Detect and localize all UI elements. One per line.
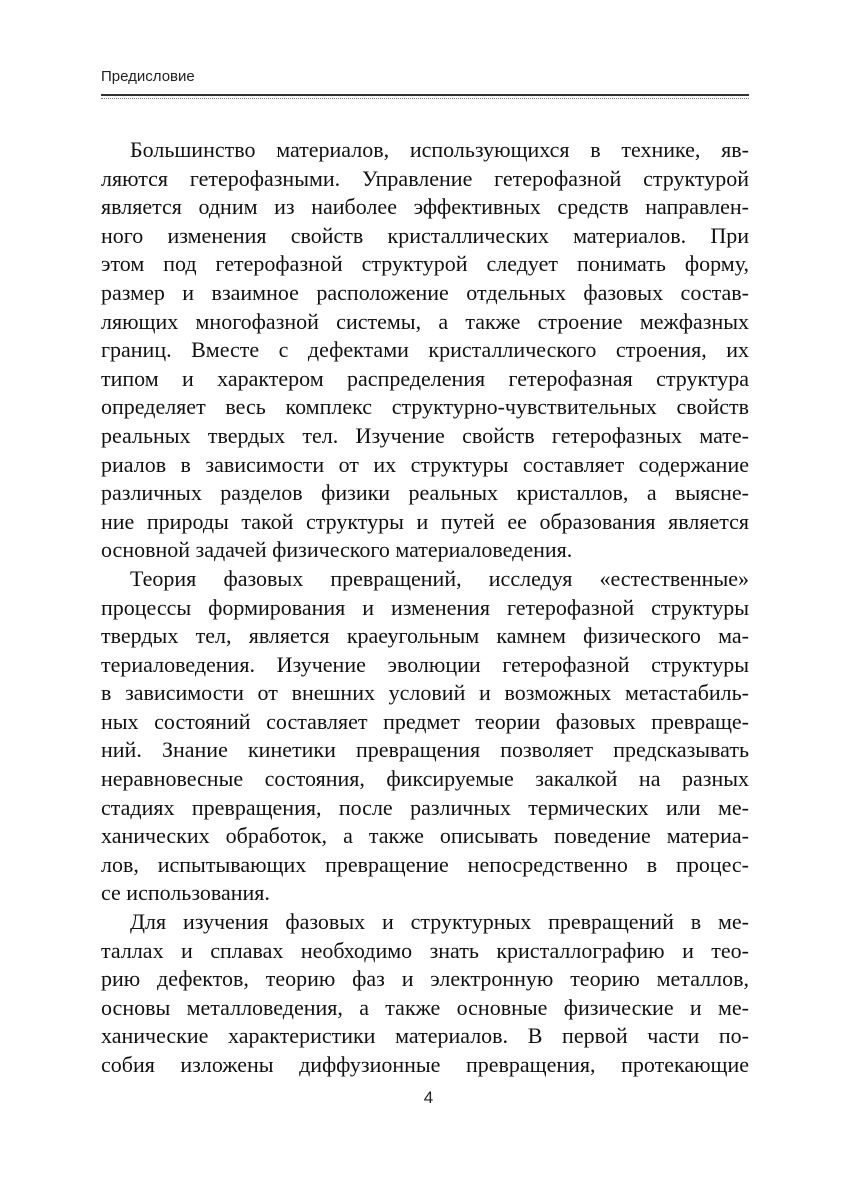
paragraph-1-line: границ. Вместе с дефектами кристаллического строения, их xyxy=(101,337,749,363)
paragraph-2-line: ний. Знание кинетики превращения позволяет предсказывать xyxy=(101,737,749,763)
paragraph-3-line: собия изложены диффузионные превращения, протекающие xyxy=(101,1052,749,1077)
paragraph-1-line: размер и взаимное расположение отдельных фазовых состав- xyxy=(101,279,749,305)
running-head: Предисловие xyxy=(101,68,195,85)
paragraph-1-line: этом под гетерофазной структурой следует понимать форму, xyxy=(101,251,749,277)
paragraph-2-line: териаловедения. Изучение эволюции гетерофазной структуры xyxy=(101,651,749,677)
paragraph-1-line: ного изменения свойств кристаллических материалов. При xyxy=(101,222,749,248)
header-rule xyxy=(101,94,749,96)
paragraph-2-line: неравновесные состояния, фиксируемые закалкой на разных xyxy=(101,766,749,792)
paragraph-1-line: реальных твердых тел. Изучение свойств гетерофазных мате- xyxy=(101,422,749,448)
paragraph-2-line: процессы формирования и изменения гетерофазной структуры xyxy=(101,594,749,620)
paragraph-2-line: в зависимости от внешних условий и возможных метастабиль- xyxy=(101,680,749,706)
paragraph-1-line: основной задачей физического материаловедения. xyxy=(101,537,573,563)
paragraph-2-line: ханических обработок, а также описывать поведение материа- xyxy=(101,823,749,849)
text-body xyxy=(101,136,749,1080)
paragraph-2-line: твердых тел, является краеугольным камнем физического ма- xyxy=(101,623,749,649)
paragraph-1-line: является одним из наиболее эффективных средств направлен- xyxy=(101,194,749,220)
paragraph-2-line: се использования. xyxy=(101,880,270,906)
paragraph-2-line: ных состояний составляет предмет теории фазовых превраще- xyxy=(101,708,749,734)
paragraph-1-line: различных разделов физики реальных кристаллов, а выясне- xyxy=(101,480,749,506)
paragraph-1-line: ляются гетерофазными. Управление гетерофазной структурой xyxy=(101,165,749,191)
paragraph-3-line: Для изучения фазовых и структурных превращений в ме- xyxy=(130,909,749,935)
paragraph-1-line: типом и характером распределения гетерофазная структура xyxy=(101,365,749,391)
paragraph-2-line: Теория фазовых превращений, исследуя «естественные» xyxy=(130,565,749,591)
paragraph-1-line: риалов в зависимости от их структуры составляет содержание xyxy=(101,451,749,477)
paragraph-2-line: лов, испытывающих превращение непосредственно в процес- xyxy=(101,851,749,877)
paragraph-3-line: рию дефектов, теорию фаз и электронную теорию металлов, xyxy=(101,966,749,992)
paragraph-1-line: Большинство материалов, использующихся в технике, яв- xyxy=(130,137,749,162)
paragraph-1-line: ляющих многофазной системы, а также строение межфазных xyxy=(101,308,749,334)
paragraph-1-line: определяет весь комплекс структурно-чувствительных свойств xyxy=(101,394,749,420)
paragraph-3-line: ханические характеристики материалов. В первой части по- xyxy=(101,1023,749,1049)
paragraph-2-line: стадиях превращения, после различных термических или ме- xyxy=(101,794,749,820)
page-number: 4 xyxy=(423,1088,434,1107)
paragraph-1-line: ние природы такой структуры и путей ее образования является xyxy=(101,508,749,534)
paragraph-3-line: таллах и сплавах необходимо знать кристаллографию и тео- xyxy=(101,937,749,963)
paragraph-3-line: основы металловедения, а также основные физические и ме- xyxy=(101,994,749,1020)
